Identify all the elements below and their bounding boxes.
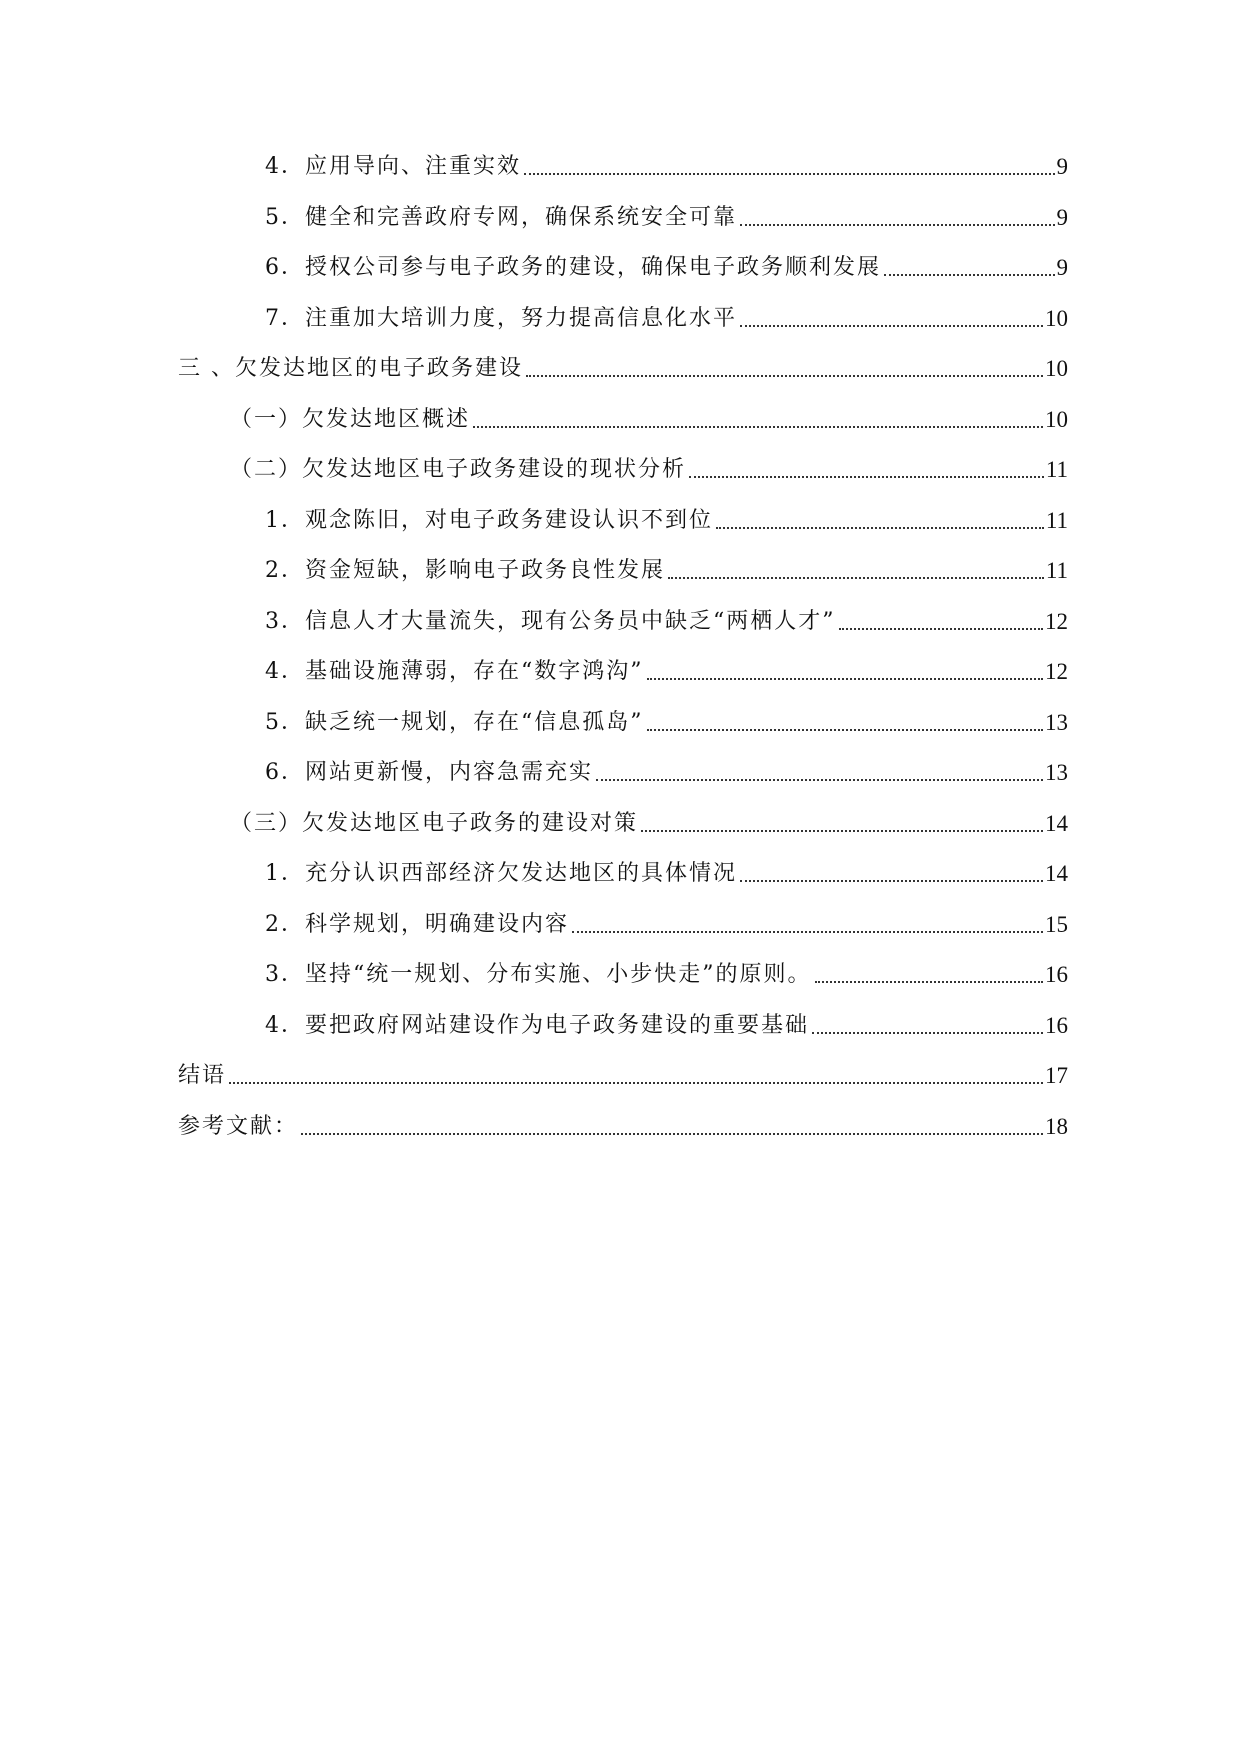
toc-entry-page-number: 14 [1045, 811, 1068, 836]
toc-entry-title: 5．健全和完善政府专网，确保系统安全可靠 [265, 205, 737, 230]
toc-entry-title: （一）欠发达地区概述 [230, 407, 471, 432]
toc-dot-leader [740, 325, 1043, 327]
toc-entry-page-number: 16 [1045, 962, 1068, 987]
toc-entry-page-number: 10 [1045, 407, 1068, 432]
toc-entry-page-number: 17 [1045, 1063, 1068, 1088]
toc-entry-title: 1．充分认识西部经济欠发达地区的具体情况 [265, 861, 737, 886]
toc-dot-leader [524, 173, 1055, 175]
toc-entry[interactable] [265, 956, 1068, 990]
toc-entry-title: 6．网站更新慢，内容急需充实 [265, 760, 593, 785]
toc-entry[interactable] [265, 603, 1068, 637]
toc-entry[interactable] [265, 1007, 1068, 1041]
toc-dot-leader [884, 274, 1055, 276]
toc-entry[interactable] [265, 199, 1068, 233]
toc-entry-title: 结语 [178, 1063, 227, 1088]
toc-entry-title: 1．观念陈旧，对电子政务建设认识不到位 [265, 508, 713, 533]
toc-entry-title: 4．基础设施薄弱，存在“数字鸿沟” [265, 659, 644, 684]
toc-entry-page-number: 10 [1045, 356, 1068, 381]
toc-dot-leader [740, 880, 1043, 882]
toc-entry-page-number: 18 [1045, 1114, 1068, 1139]
toc-dot-leader [301, 1133, 1043, 1135]
toc-dot-leader [572, 931, 1043, 933]
toc-entry[interactable] [178, 1057, 1068, 1091]
toc-entry-title: 2．资金短缺，影响电子政务良性发展 [265, 558, 665, 583]
toc-dot-leader [596, 779, 1043, 781]
toc-entry-page-number: 13 [1045, 760, 1068, 785]
toc-dot-leader [647, 678, 1044, 680]
toc-entry-title: 6．授权公司参与电子政务的建设，确保电子政务顺利发展 [265, 255, 881, 280]
toc-dot-leader [716, 527, 1044, 529]
toc-entry[interactable] [265, 906, 1068, 940]
toc-entry-page-number: 9 [1056, 154, 1068, 179]
toc-entry[interactable] [265, 704, 1068, 738]
toc-entry-title: 4．应用导向、注重实效 [265, 154, 521, 179]
toc-entry[interactable] [265, 148, 1068, 182]
toc-dot-leader [815, 981, 1044, 983]
toc-entry-page-number: 12 [1045, 659, 1068, 684]
toc-dot-leader [641, 830, 1043, 832]
toc-entry[interactable] [265, 502, 1068, 536]
toc-entry[interactable] [265, 249, 1068, 283]
toc-entry[interactable] [230, 805, 1068, 839]
toc-entry-title: 7．注重加大培训力度，努力提高信息化水平 [265, 306, 737, 331]
toc-dot-leader [668, 577, 1044, 579]
toc-entry[interactable] [230, 451, 1068, 485]
toc-entry-title: 2．科学规划，明确建设内容 [265, 912, 569, 937]
toc-entry[interactable] [265, 754, 1068, 788]
toc-dot-leader [740, 224, 1055, 226]
toc-entry-page-number: 14 [1045, 861, 1068, 886]
toc-entry-page-number: 12 [1045, 609, 1068, 634]
toc-dot-leader [473, 426, 1043, 428]
toc-entry[interactable] [230, 401, 1068, 435]
toc-entry-title: 三 、欠发达地区的电子政务建设 [178, 356, 523, 381]
toc-entry[interactable] [265, 552, 1068, 586]
toc-dot-leader [526, 375, 1043, 377]
toc-dot-leader [689, 476, 1044, 478]
toc-entry-page-number: 9 [1056, 255, 1068, 280]
toc-entry-page-number: 16 [1045, 1013, 1068, 1038]
toc-entry[interactable] [265, 300, 1068, 334]
toc-entry-title: 3．信息人才大量流失，现有公务员中缺乏“两栖人才” [265, 609, 836, 634]
toc-entry-title: 5．缺乏统一规划，存在“信息孤岛” [265, 710, 644, 735]
toc-dot-leader [812, 1032, 1043, 1034]
toc-entry[interactable] [178, 350, 1068, 384]
toc-entry[interactable] [265, 653, 1068, 687]
toc-dot-leader [839, 628, 1044, 630]
toc-entry-page-number: 11 [1045, 558, 1068, 583]
toc-entry-title: 3．坚持“统一规划、分布实施、小步快走”的原则。 [265, 962, 812, 987]
toc-entry[interactable] [178, 1108, 1068, 1142]
toc-entry-page-number: 10 [1045, 306, 1068, 331]
toc-entry-page-number: 15 [1045, 912, 1068, 937]
toc-dot-leader [229, 1082, 1043, 1084]
toc-entry-title: 参考文献： [178, 1114, 299, 1139]
toc-entry-page-number: 13 [1045, 710, 1068, 735]
toc-entry-page-number: 9 [1056, 205, 1068, 230]
toc-entry-page-number: 11 [1045, 457, 1068, 482]
toc-dot-leader [647, 729, 1044, 731]
toc-entry-page-number: 11 [1045, 508, 1068, 533]
toc-entry-title: 4．要把政府网站建设作为电子政务建设的重要基础 [265, 1013, 809, 1038]
toc-entry-title: （二）欠发达地区电子政务建设的现状分析 [230, 457, 687, 482]
toc-entry[interactable] [265, 855, 1068, 889]
toc-entry-title: （三）欠发达地区电子政务的建设对策 [230, 811, 639, 836]
